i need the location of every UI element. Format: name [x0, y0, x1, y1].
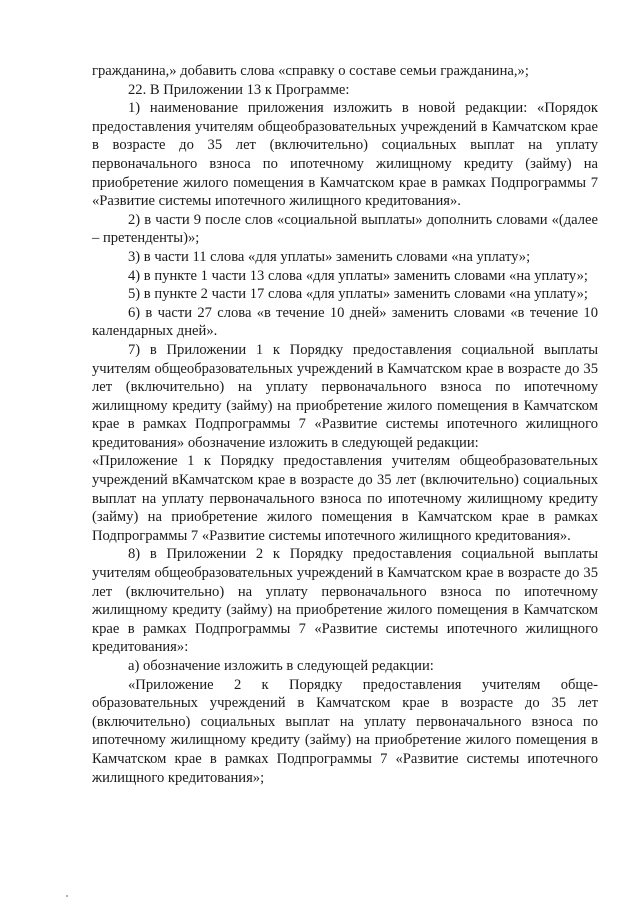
paragraph-subitem-4: 4) в пункте 1 части 13 слова «для уплаты» заменить словами «на уплату»;: [128, 267, 588, 284]
paragraph-continuation: гражданина,» добавить слова «справку о составе семьи гражданина,»;: [92, 63, 529, 79]
scan-speck: [66, 895, 68, 897]
paragraph-appendix-1-designation: «Приложение 1 к Порядку предоставления учителям общеобразовательных учреждений вКамчатском крае в возрасте до 35 лет (включительно) социальных выплат на уплату первоначального взноса по ипотечному жилищному кредиту (займу) на приобретение жилого помещения в Камчатском крае в рамках Подпрограммы 7 «Развитие системы ипотечного жилищного кредитования».: [92, 453, 598, 544]
paragraph-subitem-3: 3) в части 11 слова «для уплаты» заменить словами «на уплату»;: [128, 248, 531, 265]
paragraph-subitem-1: 1) наименование приложения изложить в новой редакции: «Порядок предоставления учителям общеобразовательных учреждений в Камчатском крае в возрасте до 35 лет (включительно) социальных выплат на уплату первоначального взноса по ипотечному жилищному кредиту (займу) на приобретение жилого помещения в Камчатском крае в рамках Подпрограммы 7 «Развитие системы ипотечного жилищного кредитования».: [92, 100, 598, 210]
paragraph-subitem-8: 8) в Приложении 2 к Порядку предоставления социальной выплаты учителям общеобразовательных учреждений в Камчатском крае в возрасте до 35 лет (включительно) на уплату первоначального взноса по ипотечному жилищному кредиту (займу) на приобретение жилого помещения в Камчатском крае в рамках Подпрограммы 7 «Развитие системы ипотечного жилищного кредитования»:: [92, 546, 598, 656]
paragraph-item-22: 22. В Приложении 13 к Программе:: [128, 81, 350, 98]
paragraph-subitem-6: 6) в части 27 слова «в течение 10 дней» заменить словами «в течение 10 календарных дней».: [92, 304, 598, 340]
paragraph-subitem-7: 7) в Приложении 1 к Порядку предоставления социальной выплаты учителям общеобразовательных учреждений в Камчатском крае в возрасте до 35 лет (включительно) на уплату первоначального взноса по ипотечному жилищному кредиту (займу) на приобретение жилого помещения в Камчатском крае в рамках Подпрограммы 7 «Развитие системы ипотечного жилищного кредитования» обозначение изложить в следующей редакции:: [92, 341, 598, 451]
document-body: [92, 62, 598, 787]
paragraph-appendix-2-designation: «Приложение 2 к Порядку предоставления учителям обще-образовательных учреждений в Камчатском крае в возрасте до 35 лет (включительно) социальных выплат на уплату первоначального взноса по ипотечному жилищному кредиту (займу) на приобретение жилого помещения в Камчатском крае в рамках Подпрограммы 7 «Развитие системы ипотечного жилищного кредитования»;: [92, 676, 598, 786]
paragraph-subitem-5: 5) в пункте 2 части 17 слова «для уплаты» заменить словами «на уплату»;: [128, 286, 588, 303]
paragraph-subitem-8a: а) обозначение изложить в следующей редакции:: [128, 658, 434, 674]
paragraph-subitem-2: 2) в части 9 после слов «социальной выплаты» дополнить словами «(далее – претенденты)»;: [92, 211, 598, 247]
